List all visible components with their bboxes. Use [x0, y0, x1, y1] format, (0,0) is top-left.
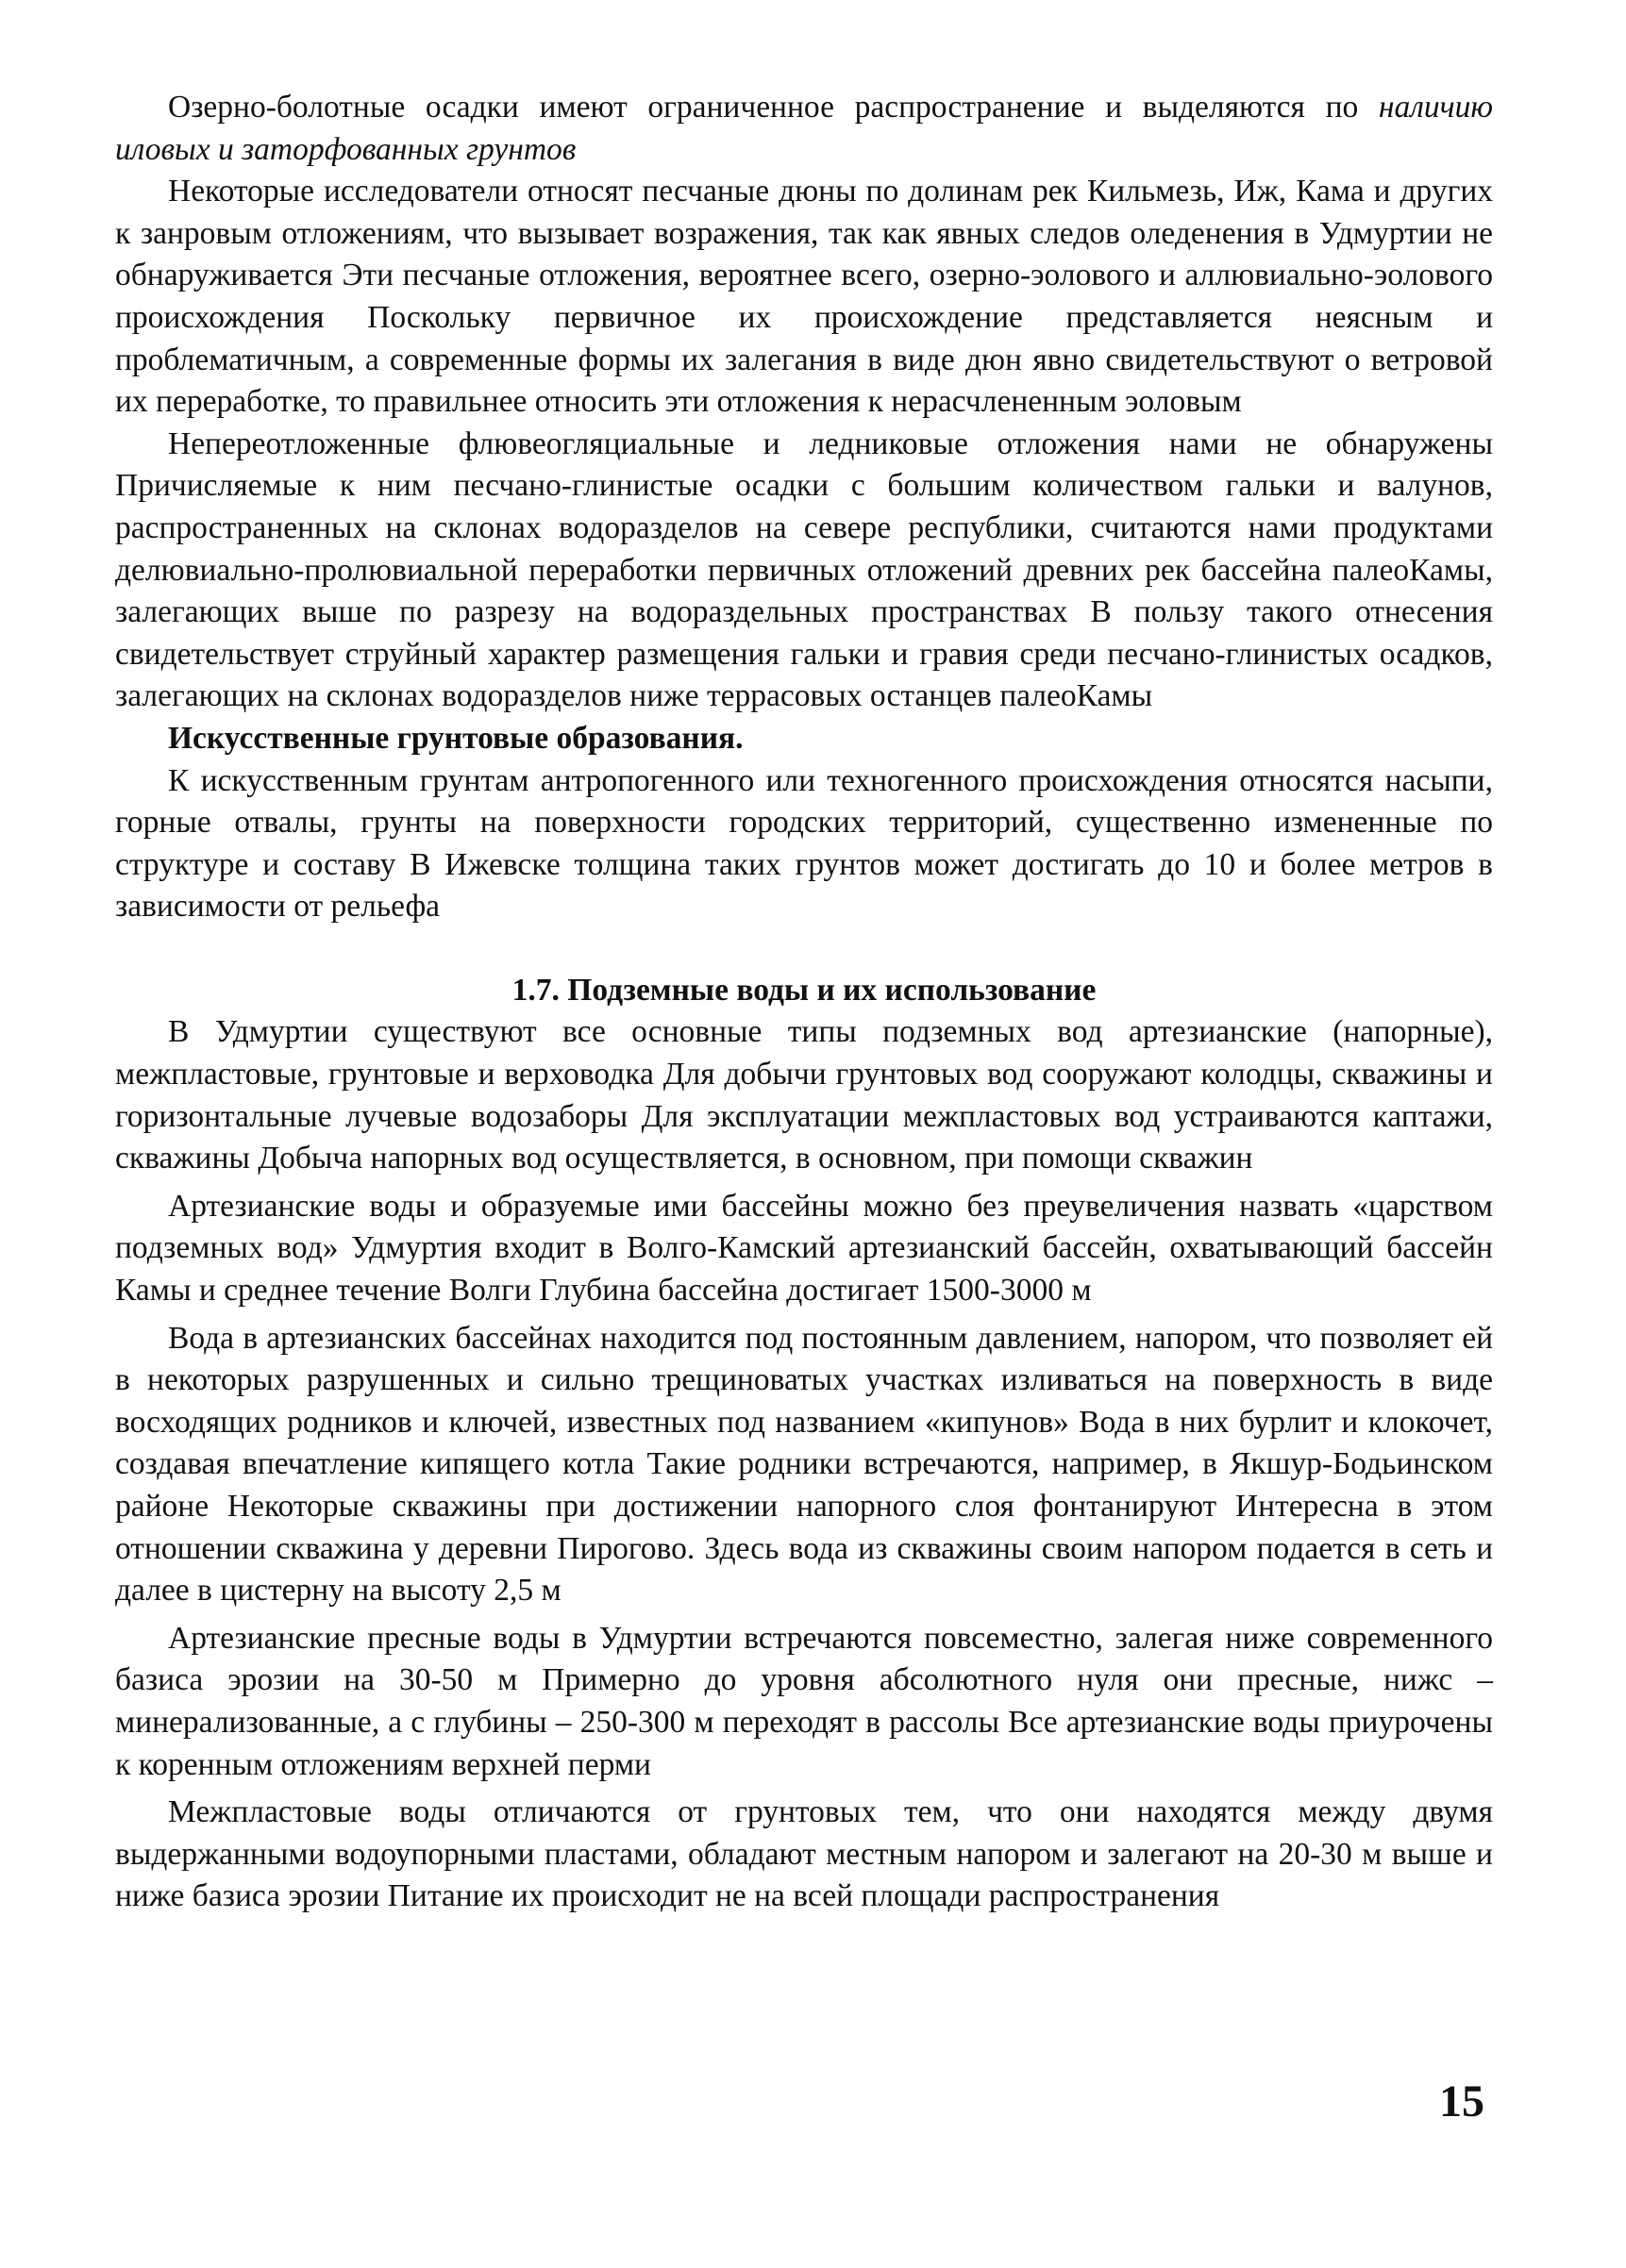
page-number: 15 [1439, 2076, 1484, 2126]
paragraph-sand-dunes: Некоторые исследователи относят песчаные дюны по долинам рек Кильмезь, Иж, Кама и других к занровым отложениям, что вызывает возражения, так как явных следов оледенения в Удмуртии не обнаруживается Эти песчаные отложения, вероятнее всего, озерно-эолового и аллювиально-эолового происхождения Поскольку первичное их происхождение представляется неясным и проблематичным, а современные формы их залегания в виде дюн явно свидетельствуют о ветровой их переработке, то правильнее относить эти отложения к нерасчлененным эоловым [115, 174, 1493, 420]
paragraph-fluvioglacial: Непереотложенные флювеогляциальные и ледниковые отложения нами не обнаружены Причисляемые к ним песчано-глинистые осадки с большим количеством гальки и валунов, распространенных на склонах водоразделов на севере республики, считаются нами продуктами делювиально-пролювиальной переработки первичных отложений древних рек бассейна палеоКамы, залегающих выше по разрезу на водораздельных пространствах В пользу такого отнесения свидетельствует струйный характер размещения гальки и гравия среди песчано-глинистых осадков, залегающих на склонах водоразделов ниже террасовых останцев палеоКамы [115, 425, 1493, 714]
paragraph-artesian-waters: Артезианские воды и образуемые ими бассейны можно без преувеличения назвать «царством подземных вод» Удмуртия входит в Волго-Камский артезианский бассейн, охватывающий бассейн Камы и среднее течение Волги Глубина бассейна достигает 1500-3000 м [115, 1188, 1493, 1309]
paragraph-lake-bog-deposits [115, 87, 1493, 171]
paragraph-lake-bog-main: Озерно-болотные осадки имеют ограниченное распространение и выделяются по [168, 90, 1379, 125]
subheading-artificial-soils: Искусственные грунтовые образования. [168, 720, 744, 756]
paragraph-interstratal-waters: Межпластовые воды отличаются от грунтовых тем, что они находятся между двумя выдержанными водоупорными пластами, обладают местным напором и залегают на 20-30 м выше и ниже базиса эрозии Питание их происходит не на всей площади распространения [115, 1794, 1493, 1914]
paragraph-groundwater-types: В Удмуртии существуют все основные типы подземных вод артезианские (напорные), межпластовые, грунтовые и верховодка Для добычи грунтовых вод сооружают колодцы, скважины и горизонтальные лучевые водозаборы Для эксплуатации межпластовых вод устраиваются каптажи, скважины Добыча напорных вод осуществляется, в основном, при помощи скважин [115, 1014, 1493, 1176]
paragraph-lake-bog-italic: наличию иловых и заторфованных грунтов [115, 90, 1493, 167]
paragraph-artesian-pressure: Вода в артезианских бассейнах находится под постоянным давлением, напором, что позволяет ей в некоторых разрушенных и сильно трещиноватых участках изливаться на поверхность в виде восходящих родников и ключей, известных под названием «кипунов» Вода в них бурлит и клокочет, создавая впечатление кипящего котла Такие родники встречаются, например, в Якшур-Бодьинском районе Некоторые скважины при достижении напорного слоя фонтанируют Интересна в этом отношении скважина у деревни Пирогово. Здесь вода из скважины своим напором подается в сеть и далее в цистерну на высоту 2,5 м [115, 1320, 1493, 1609]
page-body [115, 87, 1493, 1918]
paragraph-artificial-soils: К искусственным грунтам антропогенного или техногенного происхождения относятся насыпи, горные отвалы, грунты на поверхности городских территорий, существенно измененные по структуре и составу В Ижевске толщина таких грунтов может достигать до 10 и более метров в зависимости от рельефа [115, 762, 1493, 925]
paragraph-fresh-artesian: Артезианские пресные воды в Удмуртии встречаются повсеместно, залегая ниже современного базиса эрозии на 30-50 м Примерно до уровня абсолютного нуля они пресные, нижс – минерализованные, а с глубины – 250-300 м переходят в рассолы Все артезианские воды приурочены к коренным отложениям верхней перми [115, 1620, 1493, 1782]
section-title-groundwater: 1.7. Подземные воды и их использование [511, 972, 1097, 1008]
